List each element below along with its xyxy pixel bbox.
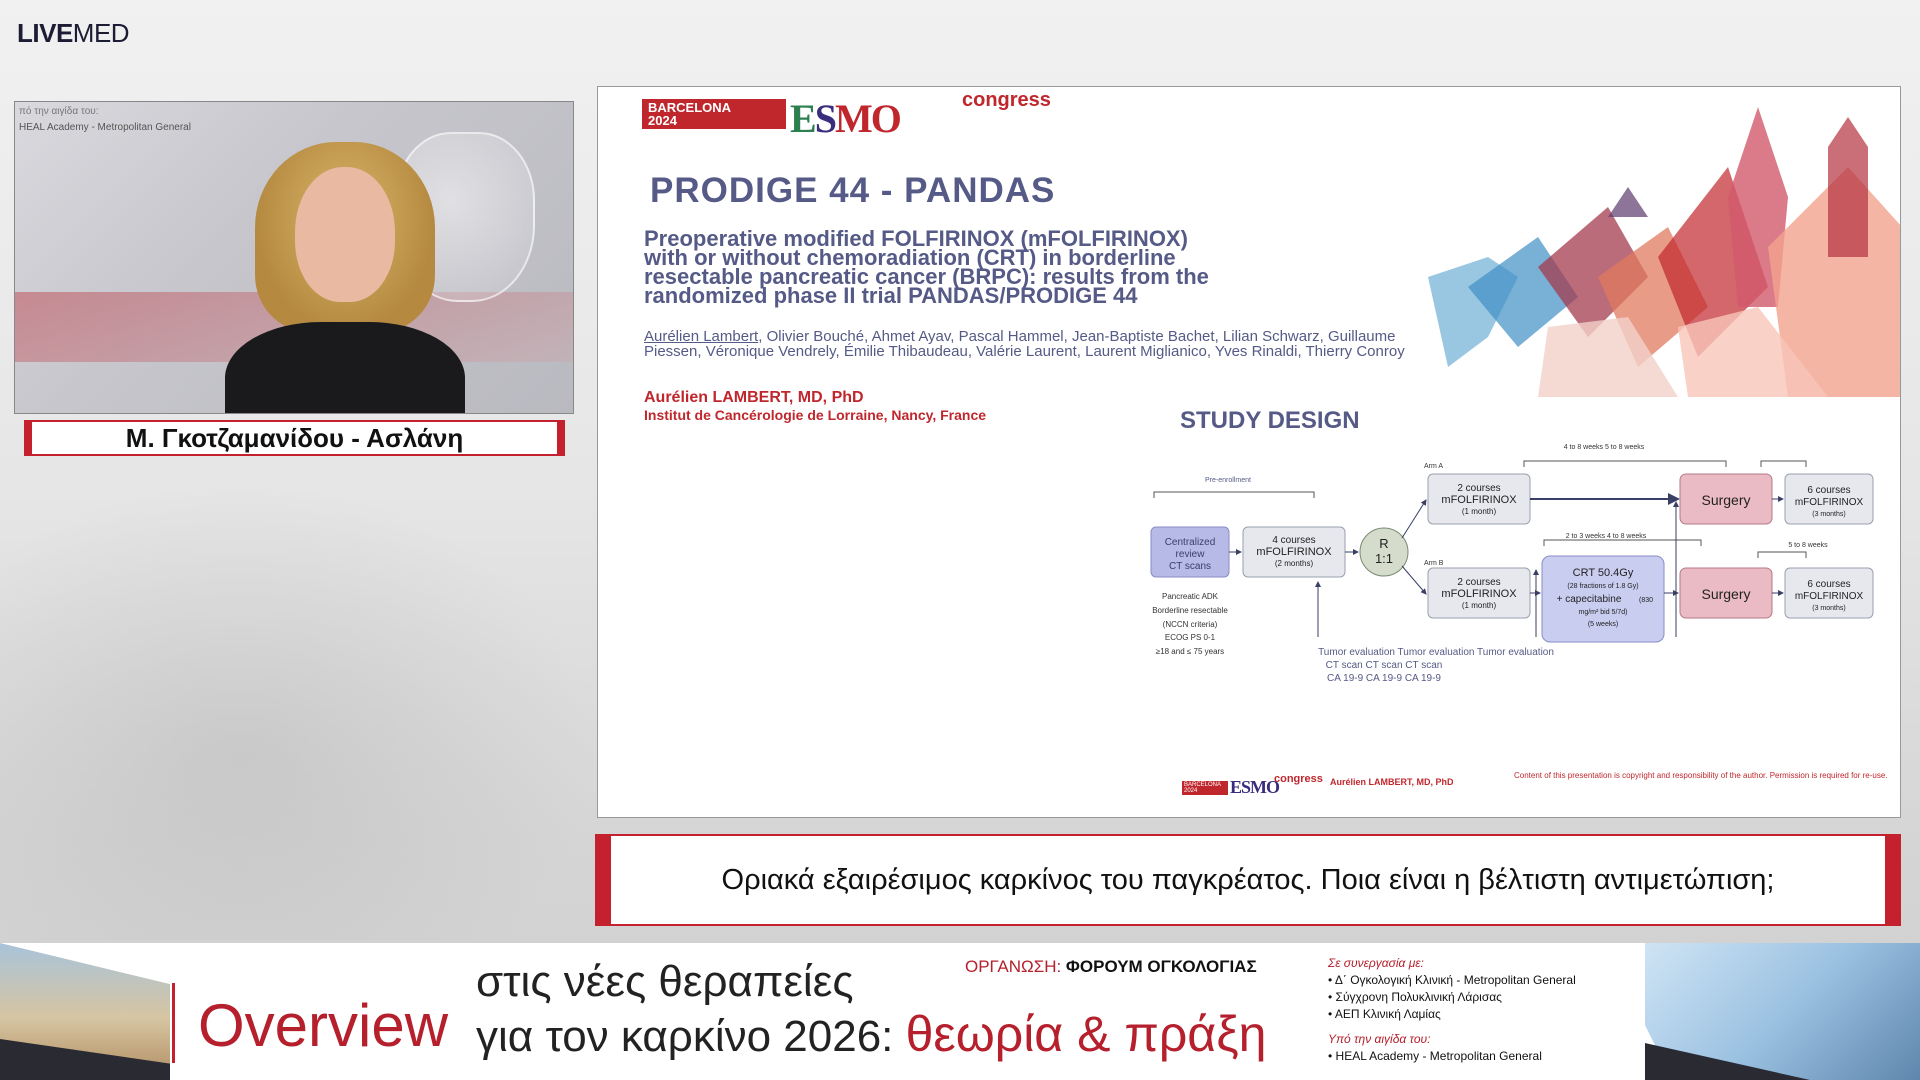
video-overlay-text: HEAL Academy - Metropolitan General	[19, 122, 191, 133]
study-design-diagram	[1146, 442, 1876, 707]
svg-text:+ capecitabine: + capecitabine	[1556, 594, 1622, 605]
slide-authors: Aurélien Lambert, Olivier Bouché, Ahmet Ayav, Pascal Hammel, Jean-Baptiste Bachet, Lilian Schwarz, Guillaume Piessen, Véronique Vendrely, Émilie Thibaudeau, Valérie Laurent, Laurent Miglianico, Yves Rinaldi, Thierry Conroy	[644, 328, 1405, 360]
footer-presenter: Aurélien LAMBERT, MD, PhD	[1330, 777, 1454, 787]
svg-text:Centralized: Centralized	[1164, 537, 1216, 548]
barcelona-cityscape-graphic	[1428, 107, 1901, 397]
svg-text:ECOG PS 0-1: ECOG PS 0-1	[1164, 633, 1216, 642]
speaker-nameplate: Μ. Γκοτζαμανίδου - Ασλάνη	[24, 420, 565, 456]
svg-text:(1 month): (1 month)	[1461, 601, 1497, 610]
svg-text:4 courses: 4 courses	[1272, 535, 1316, 546]
svg-text:Surgery: Surgery	[1701, 586, 1751, 602]
talk-title-caption: Οριακά εξαιρέσιμος καρκίνος του παγκρέατος. Ποια είναι η βέλτιστη αντιμετώπιση;	[595, 834, 1901, 926]
svg-text:(830: (830	[1638, 597, 1654, 604]
svg-text:CT scan CT scan CT scan: CT scan CT scan CT scan	[1325, 660, 1443, 671]
svg-text:(3 months): (3 months)	[1812, 511, 1846, 518]
slide-title: PRODIGE 44 - PANDAS	[650, 171, 1056, 210]
svg-text:R: R	[1379, 536, 1389, 551]
background-skyline	[0, 480, 600, 940]
svg-text:mFOLFIRINOX: mFOLFIRINOX	[1256, 546, 1332, 558]
svg-text:(3 months): (3 months)	[1812, 605, 1846, 612]
banner-organizer: ΟΡΓΑΝΩΣΗ: ΦΟΡΟΥΜ ΟΓΚΟΛΟΓΙΑΣ	[965, 957, 1257, 976]
svg-text:(1 month): (1 month)	[1461, 507, 1497, 516]
pre-enrollment-label: Pre-enrollment	[1205, 477, 1251, 484]
svg-text:(NCCN criteria): (NCCN criteria)	[1162, 620, 1218, 629]
speaker-video	[14, 101, 574, 414]
study-design-heading: STUDY DESIGN	[1180, 407, 1360, 434]
banner-title-line1: στις νέες θεραπείες	[476, 957, 854, 1006]
svg-text:(5 weeks): (5 weeks)	[1587, 621, 1619, 628]
svg-text:4 to 8 weeks 5 to 8 weeks: 4 to 8 weeks 5 to 8 weeks	[1563, 444, 1645, 451]
svg-text:(28 fractions of 1.8 Gy): (28 fractions of 1.8 Gy)	[1567, 583, 1639, 590]
video-overlay-text: πό την αιγίδα του:	[19, 106, 99, 117]
svg-text:CA 19-9 CA 19-9 CA 19-9: CA 19-9 CA 19-9 CA 19-9	[1327, 673, 1441, 684]
svg-text:Arm A: Arm A	[1424, 463, 1444, 470]
svg-text:2 courses: 2 courses	[1457, 577, 1501, 588]
svg-text:2 courses: 2 courses	[1457, 483, 1501, 494]
svg-text:mg/m² bid 5/7d): mg/m² bid 5/7d)	[1578, 609, 1628, 616]
banner-title-line2: για τον καρκίνο 2026: θεωρία & πράξη	[476, 1006, 1267, 1062]
slide-institution: Institut de Cancérologie de Lorraine, Nancy, France	[644, 407, 987, 423]
slide-presenter: Aurélien LAMBERT, MD, PhD	[644, 389, 864, 406]
svg-text:≥18 and ≤ 75 years: ≥18 and ≤ 75 years	[1155, 647, 1225, 656]
svg-text:Arm B: Arm B	[1424, 560, 1444, 567]
slide-subtitle: Preoperative modified FOLFIRINOX (mFOLFIRINOX) with or without chemoradiation (CRT) in borderline resectable pancreatic cancer (BRPC): results from the randomized phase II trial PANDAS/PRODIGE 44	[644, 226, 1209, 308]
svg-text:mFOLFIRINOX: mFOLFIRINOX	[1441, 588, 1517, 600]
svg-text:mFOLFIRINOX: mFOLFIRINOX	[1794, 591, 1864, 602]
footer-copyright: Content of this presentation is copyright and responsibility of the author. Permission is required for re-use.	[1514, 771, 1888, 780]
svg-text:(2 months): (2 months)	[1274, 559, 1314, 568]
svg-text:Tumor evaluation Tumor evaluat: Tumor evaluation Tumor evaluation Tumor evaluation	[1318, 647, 1554, 658]
banner-overview: Overview	[198, 992, 449, 1059]
svg-text:6 courses: 6 courses	[1807, 579, 1851, 590]
svg-text:CRT 50.4Gy: CRT 50.4Gy	[1572, 567, 1634, 579]
svg-text:mFOLFIRINOX: mFOLFIRINOX	[1441, 494, 1517, 506]
svg-text:Borderline resectable: Borderline resectable	[1152, 606, 1228, 615]
svg-text:2 to 3 weeks 4 to 8 weeks: 2 to 3 weeks 4 to 8 weeks	[1565, 533, 1647, 540]
banner-divider	[172, 983, 175, 1063]
svg-text:6 courses: 6 courses	[1807, 485, 1851, 496]
speaker-figure	[245, 142, 445, 414]
svg-text:review: review	[1175, 549, 1205, 560]
svg-text:Pancreatic ADK: Pancreatic ADK	[1161, 592, 1219, 601]
banner-partners: Σε συνεργασία με: • Δ΄ Ογκολογική Κλινική - Metropolitan General • Σύγχρονη Πολυκλινική Λάρισας • ΑΕΠ Κλινική Λαμίας Υπό την αιγίδα του: • HEAL Academy - Metropolitan General	[1328, 956, 1576, 1063]
svg-text:Surgery: Surgery	[1701, 492, 1751, 508]
svg-text:mFOLFIRINOX: mFOLFIRINOX	[1794, 497, 1864, 508]
livemed-logo: LIVEMED	[17, 18, 130, 48]
event-banner	[0, 943, 1920, 1080]
svg-text:CT scans: CT scans	[1168, 561, 1212, 572]
svg-text:1:1: 1:1	[1374, 551, 1394, 566]
svg-text:5 to 8 weeks: 5 to 8 weeks	[1788, 542, 1828, 549]
presentation-slide: BARCELONA 2024 ESMO congress PRODIGE 44 - PANDAS Preoperative modified FOLFIRINOX (mFOLFIRINOX) with or without chemoradiation (CRT) in borderline resectable pancreatic cancer (BRPC): results from the randomized phase II trial PANDAS/PRODIGE 44 Aurélien Lambert, Olivier Bouché, Ahmet Ayav, Pascal Hammel, Jean-Baptiste Bachet, Lilian Schwarz, Guillaume Piessen, Véronique Vendrely, Émilie Thibaudeau, Valérie Laurent, Laurent Miglianico, Yves Rinaldi, Thierry Conroy Aurélien LAMBERT, MD, PhD Institut de Cancérologie de Lorraine, Nancy, France STUDY DESIGN Pre-enrollment Centralized review CT scans 4 courses mFOLFIRINOX (2 months) R 1:1 Pancreatic ADK Borderline resectable (NCCN criteria) ECOG PS 0-1 ≥18 and ≤ 75 years Arm A Arm B 2 courses mFOLFIRINOX (1 month) 2 courses mFOLFIRINOX (1 month) CRT 50.4Gy (28 fractions of 1.8 Gy) + capecitabine (830 mg/m² bid 5/7d) (5 weeks) Surgery Surgery 6 courses mFOLFIRINOX (3 months) 6 courses mFOLFIRINOX (3 months) 4 to 8 weeks 5 to 8 weeks 2 to 3 weeks 4 to 8 weeks 5 to 8 weeks Tumor evaluation Tumor evaluation Tumor evaluation CT scan CT scan CT scan CA 19-9 CA 19-9 CA 19-9 BARCELONA 2024 ESMO congress Aurélien LAMBERT, MD, PhD Content of this presentation is copyright and responsibility of the author. Permission is required for re-use.	[597, 86, 1901, 818]
